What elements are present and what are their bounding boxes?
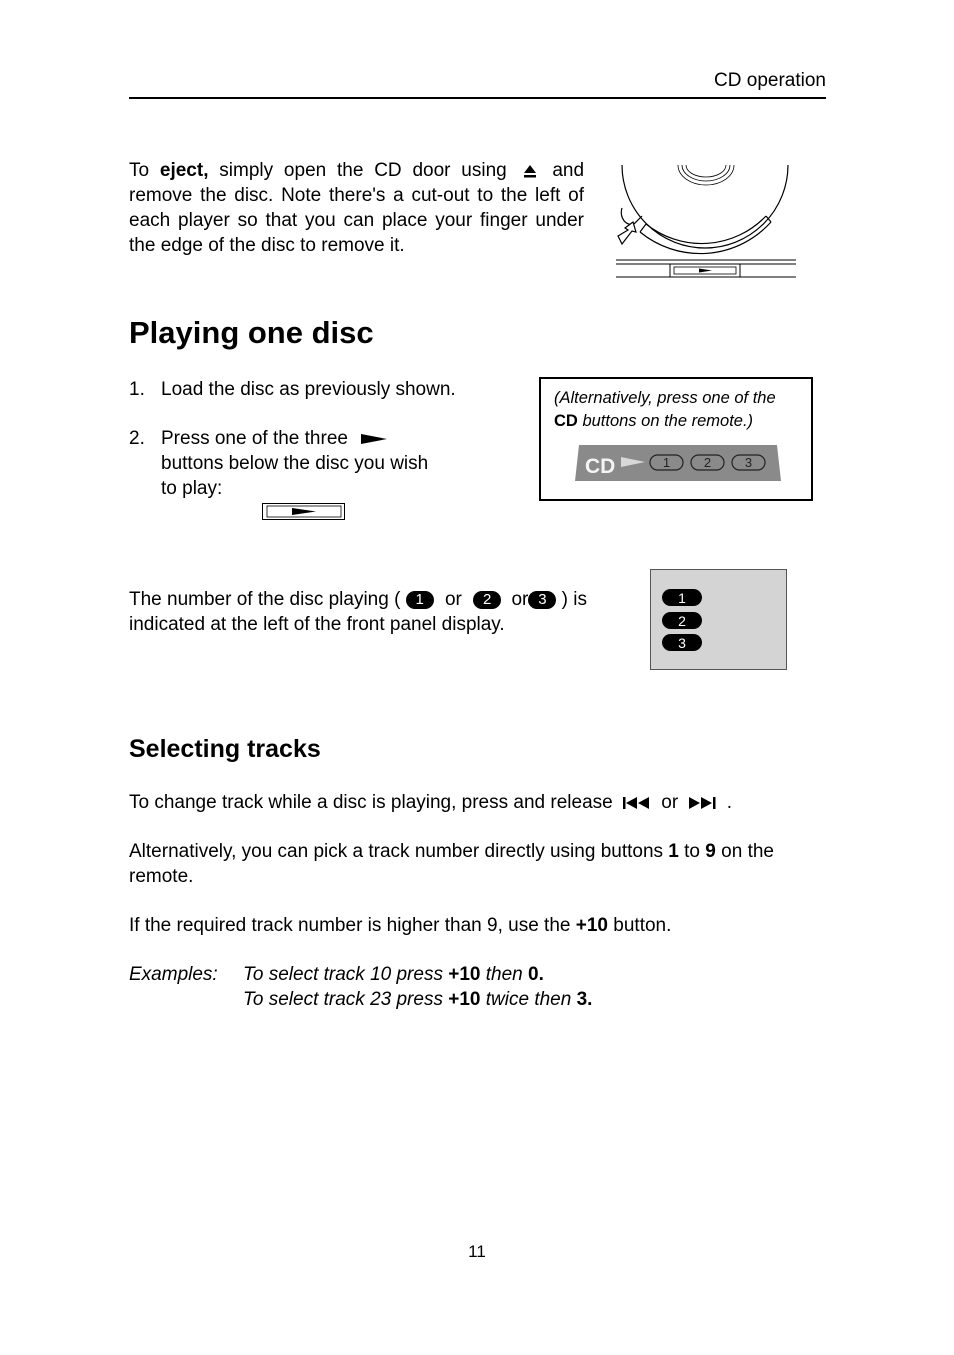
tracks-p3-plus10: +10 [575, 915, 608, 936]
tracks-p2-to: to [684, 841, 701, 862]
tracks-p3-text: If the required track number is higher than 9, use the [129, 915, 571, 936]
example-1-digit: 0. [528, 964, 544, 985]
indicator-text-2: ) is [561, 589, 587, 610]
remote-cd-label: CD [585, 455, 616, 478]
tracks-heading: Selecting tracks [129, 735, 321, 763]
step-2-line-1: Press one of the three [161, 428, 348, 449]
remote-note-part-1: (Alternatively, press one of the [554, 389, 776, 407]
examples-block [129, 962, 826, 1022]
example-2-twice-then: twice then [485, 989, 572, 1010]
step-2-line-2: buttons below the disc you wish [161, 453, 429, 474]
tracks-paragraph-3 [129, 913, 826, 938]
eject-bold: eject, [159, 160, 209, 181]
disc-3-badge: 3 [528, 591, 556, 609]
example-1 [243, 962, 592, 987]
step-1 [129, 377, 509, 402]
eject-lead: To [129, 160, 150, 181]
play-triangle-icon [359, 432, 389, 446]
tracks-paragraph-1 [129, 790, 826, 815]
disc-2-badge: 2 [473, 591, 501, 609]
remote-button-2 [691, 455, 724, 470]
eject-icon [522, 163, 538, 179]
svg-text:2: 2 [703, 455, 712, 470]
eject-paragraph [129, 158, 584, 258]
remote-note-box [539, 377, 813, 501]
panel-disc-1-badge: 1 [662, 589, 702, 606]
tracks-p1-end: . [726, 792, 733, 813]
example-1-plus10: +10 [448, 964, 481, 985]
example-1-then: then [485, 964, 523, 985]
example-2-plus10: +10 [448, 989, 481, 1010]
remote-note-part-2: buttons on the remote.) [582, 412, 754, 430]
cd-door-illustration [606, 160, 806, 282]
skip-next-icon [687, 796, 717, 810]
indicator-or-1: or [444, 589, 462, 610]
remote-button-3 [732, 455, 765, 470]
svg-text:3: 3 [744, 455, 753, 470]
indicator-text-1: The number of the disc playing ( [129, 589, 401, 610]
skip-previous-icon [622, 796, 652, 810]
example-2-text: To select track 23 press [243, 989, 443, 1010]
tracks-paragraph-2 [129, 839, 826, 889]
panel-disc-2-badge: 2 [662, 612, 702, 629]
tracks-p2-bold-9: 9 [705, 841, 716, 862]
examples-label: Examples: [129, 964, 218, 985]
playing-heading: Playing one disc [129, 315, 374, 350]
indicator-or-2: or [511, 589, 529, 610]
tracks-p1-text: To change track while a disc is playing, press and release [129, 792, 613, 813]
step-1-number: 1. [129, 379, 145, 400]
remote-button-1 [650, 455, 683, 470]
panel-disc-3-badge: 3 [662, 634, 702, 651]
remote-note [554, 387, 806, 433]
header-title: CD operation [714, 70, 826, 91]
remote-note-cd: CD [554, 412, 578, 430]
page-number: 11 [468, 1242, 486, 1261]
step-2 [129, 426, 509, 501]
tracks-p3-end: button. [613, 915, 672, 936]
page-header [129, 68, 826, 99]
tracks-p2-text: Alternatively, you can pick a track number directly using buttons [129, 841, 664, 862]
svg-text:1: 1 [662, 455, 671, 470]
examples-lines [243, 962, 592, 1012]
example-2-digit: 3. [576, 989, 593, 1010]
disc-play-button-illustration [262, 503, 346, 521]
step-2-line-3: to play: [161, 478, 223, 499]
eject-text-1: simply open the CD door using [219, 160, 507, 181]
example-2 [243, 987, 592, 1012]
tracks-p2-end: on the remote. [129, 841, 774, 887]
disc-1-badge: 1 [406, 591, 434, 609]
front-panel-display [650, 569, 787, 670]
eject-text-2: and remove the disc. Note there's a cut-out to the left of each player so that you can place your finger under the edge of the disc to remove it. [129, 160, 585, 256]
step-1-text: Load the disc as previously shown. [161, 379, 456, 400]
example-1-text: To select track 10 press [243, 964, 443, 985]
tracks-p1-or: or [661, 792, 679, 813]
tracks-p2-bold-1: 1 [668, 841, 679, 862]
remote-cd-buttons-illustration [571, 443, 783, 483]
indicator-line-2: indicated at the left of the front panel display. [129, 614, 505, 635]
step-2-number: 2. [129, 428, 145, 449]
indicator-paragraph [129, 587, 629, 637]
